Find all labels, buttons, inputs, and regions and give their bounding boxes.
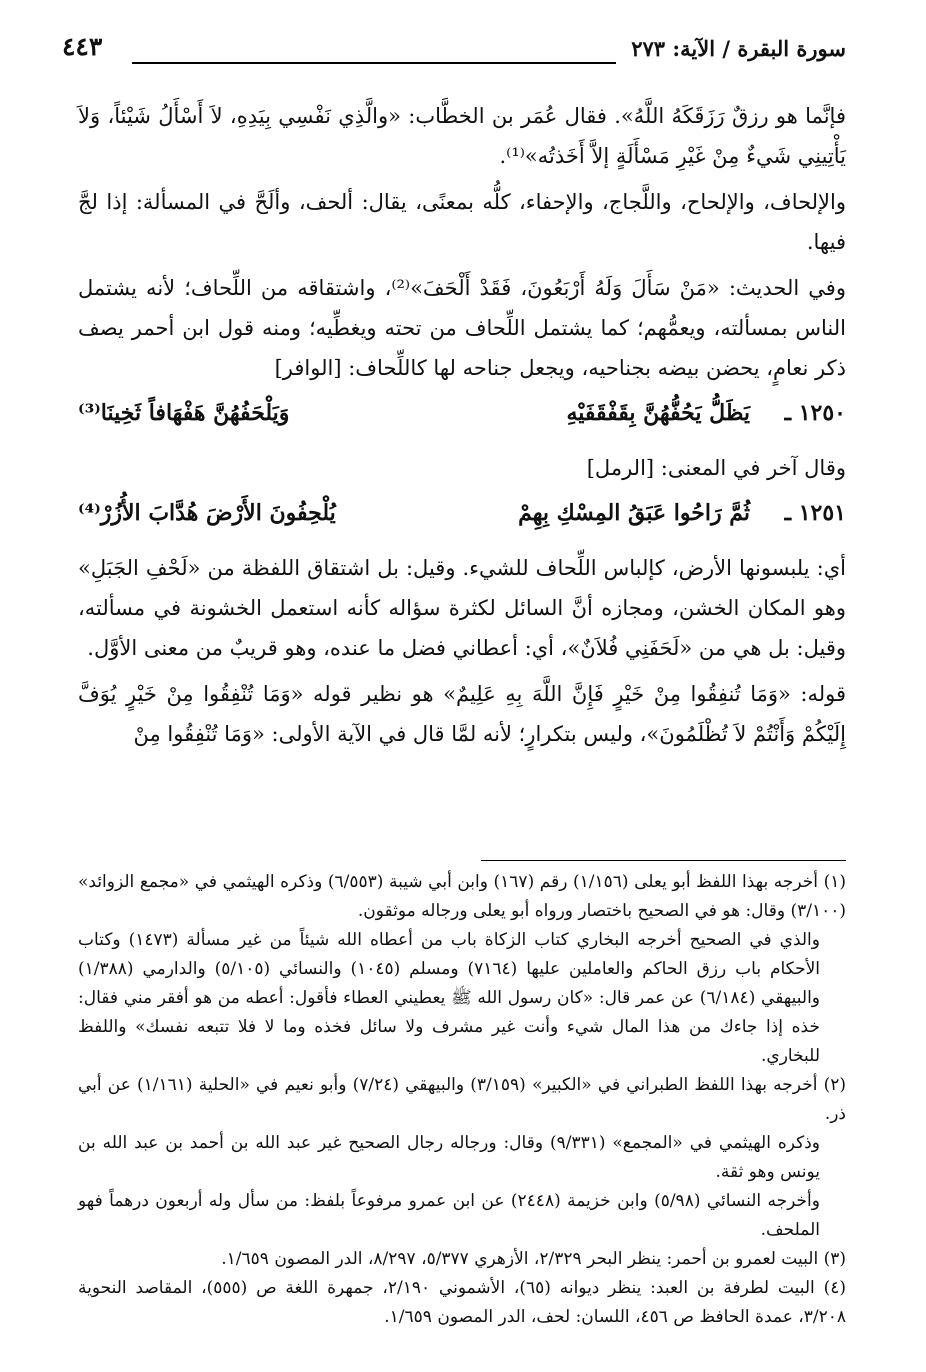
- main-text: [78, 96, 846, 760]
- verse-number: ١٢٥٠ ـ: [784, 400, 846, 426]
- paragraph-6: قوله: «وَمَا تُنفِقُوا مِنْ خَيْرٍ فَإِنَّ اللَّهَ بِهِ عَلِيمٌ» هو نظير قوله «وَمَا تُنْفِقُوا مِنْ خَيْرٍ يُوَفَّ إِلَيْكُمْ وَأَنْتُمْ لاَ تُظْلَمُونَ»، وليس بتكرارٍ؛ لأنه لمَّا قال في الآية الأولى: «وَمَا تُنْفِقُوا مِنْ: [78, 682, 846, 746]
- footnote-text: والذي في الصحيح أخرجه البخاري كتاب الزكاة باب من أعطاه الله شيئاً من غير مسألة (١٤٧٣) وكتاب الأحكام باب رزق الحاكم والعاملين عليها (٧١٦٤) ومسلم (١٠٤٥) والنسائي (٥/١٠٥) والدارمي (١/٣٨٨) والبيهقي (٦/١٨٤) عن عمر قال: «كان رسول الله ﷺ يعطيني العطاء فأقول: أعطه من هو أفقر مني فقال: خذه إذا جاءك من هذا المال شيء وأنت غير مشرف ولا سائل فخذه وما لا فلا تتبعه نفسك» واللفظ للبخاري.: [78, 930, 821, 1066]
- chapter-title: سورة البقرة / الآية: ٢٧٣: [631, 36, 846, 61]
- verse-1250: [78, 394, 846, 438]
- paragraph-4: وقال آخر في المعنى: [الرمل]: [586, 456, 846, 480]
- header-rule: [132, 62, 616, 64]
- paragraph-3: وفي الحديث: «مَنْ سَأَلَ وَلَهُ أَرْبَعُونَ، فَقَدْ أَلْحَفَ»⁽²⁾، واشتقاقه من اللِّحاف؛ لأنه يشتمل الناس بمسألته، ويعمُّهم؛ كما يشتمل اللِّحاف من تحته ويغطِّيه؛ ومنه قول ابن أحمر يصف ذكر نعامٍ، يحضن بيضه بجناحيه، ويجعل جناحه لها كاللِّحاف: [الوافر]: [78, 276, 846, 380]
- footnote-text: البيت لعمرو بن أحمر: ينظر البحر ٢/٣٢٩، الأزهري ٥/٣٧٧، ٨/٢٩٧، الدر المصون ١/٦٥٩.: [221, 1249, 819, 1269]
- footnote-text: أخرجه بهذا اللفظ الطبراني في «الكبير» (٣/١٥٩) والبيهقي (٧/٢٤) وأبو نعيم في «الحلية (١/١٦١) عن أبي ذر.: [78, 1075, 846, 1124]
- verse-first-hemistich: ثُمَّ رَاحُوا عَبَقُ المِسْكِ بِهِمْ: [518, 500, 750, 526]
- footnote-text: وأخرجه النسائي (٥/٩٨) وابن خزيمة (٢٤٤٨) عن ابن عمرو مرفوعاً بلفظ: من سأل وله أربعون درهماً فهو الملحف.: [78, 1191, 820, 1240]
- paragraph-1: فإنَّما هو رزقٌ رَزَقَكَهُ اللَّهُ». فقال عُمَر بن الخطَّاب: «والَّذِي نَفْسِي بِيَدِهِ، لاَ أَسْأَلُ شَيْئاً، وَلاَ يَأْتِينِي شَيءٌ مِنْ غَيْرِ مَسْأَلَةٍ إلاَّ أَخَذتُه»⁽¹⁾.: [78, 104, 846, 168]
- footnote-mark: (١): [823, 872, 846, 892]
- footnotes: [78, 868, 846, 1332]
- footnote-2-continued: [78, 1187, 820, 1245]
- verse-1251: [78, 494, 846, 538]
- verse-first-hemistich: يَظَلُّ يَحُفُّهُنَّ بِقَفْقَفَيْهِ: [566, 400, 750, 426]
- footnote-mark: (٣): [823, 1249, 846, 1269]
- verse-number: ١٢٥١ ـ: [784, 500, 846, 526]
- footnote-mark: (٢): [823, 1075, 846, 1095]
- footnote-1: [78, 868, 846, 926]
- footnote-4: [78, 1274, 846, 1332]
- footnote-separator: [481, 860, 846, 861]
- paragraph-5: أي: يلبسونها الأرض، كإلباس اللِّحاف للشيء. وقيل: بل اشتقاق اللفظة من «لَحْفِ الجَبَلِ» وهو المكان الخشن، ومجازه أنَّ السائل لكثرة سؤاله كأنه استعمل الخشونة في مسألته، وقيل: بل هي من «لَحَفَنِي فُلاَنٌ»، أي: أعطاني فضل ما عنده، وهو قريبٌ من معنى الأوَّل.: [78, 556, 846, 660]
- page-number: ٤٤٣: [62, 32, 103, 61]
- footnote-mark: (٤): [823, 1278, 846, 1298]
- verse-second-hemistich: يُلْحِفُونَ الأَرْضَ هُدَّابَ الأُزُرْ⁽⁴⁾: [78, 500, 336, 526]
- footnote-1-continued: [78, 926, 820, 1071]
- footnote-text: وذكره الهيثمي في «المجمع» (٩/٣٣١) وقال: ورجاله رجال الصحيح غير عبد الله بن أحمد بن عبد الله بن يونس وهو ثقة.: [78, 1133, 820, 1182]
- footnote-text: أخرجه بهذا اللفظ أبو يعلى (١/١٥٦) رقم (١٦٧) وابن أبي شيبة (٦/٥٥٣) وذكره الهيثمي في «مجمع الزوائد» (٣/١٠٠) وقال: هو في الصحيح باختصار ورواه أبو يعلى ورجاله موثقون.: [78, 872, 846, 921]
- paragraph-2: والإلحاف، والإلحاح، واللَّجاج، والإحفاء، كلُّه بمعنًى، يقال: ألحف، وألَحَّ في المسألة: إذا لجَّ فيها.: [78, 190, 846, 254]
- verse-second-hemistich: وَيَلْحَفُهُنَّ هَفْهَافاً ثَخِينَا⁽³⁾: [78, 400, 290, 426]
- footnote-2: [78, 1071, 846, 1129]
- footnote-2-continued: [78, 1129, 820, 1187]
- footnote-text: البيت لطرفة بن العبد: ينظر ديوانه (٦٥)، الأشموني ٢/١٩٠، جمهرة اللغة ص (٥٥٥)، المقاصد النحوية ٣/٢٠٨، عمدة الحافظ ص ٤٥٦، اللسان: لحف، الدر المصون ١/٦٥٩.: [78, 1278, 846, 1327]
- footnote-3: [78, 1245, 846, 1274]
- running-header: [62, 32, 846, 68]
